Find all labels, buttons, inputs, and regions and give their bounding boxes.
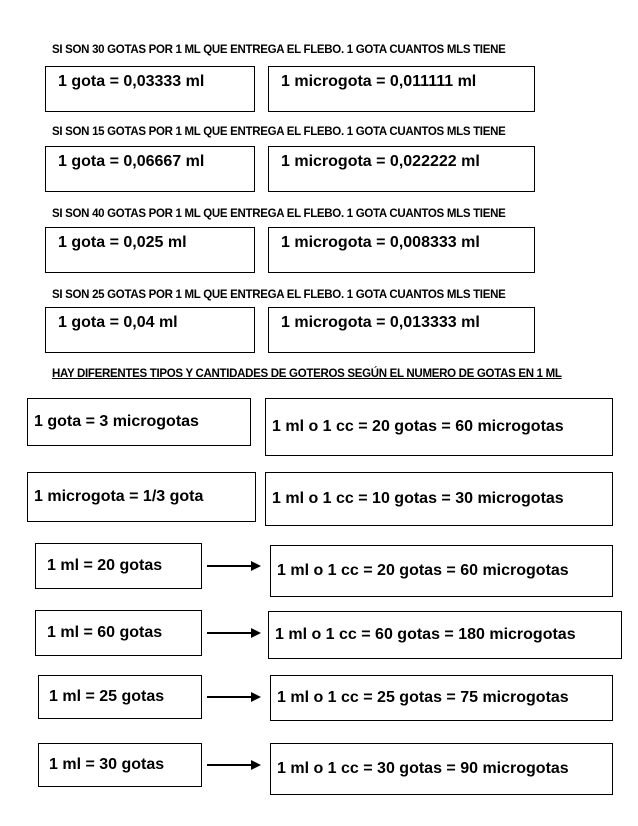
equivalence-2-left: 1 microgota = 1/3 gota (27, 472, 256, 522)
question-3-gota-answer: 1 gota = 0,025 ml (45, 227, 255, 273)
equivalence-1-right: 1 ml o 1 cc = 20 gotas = 60 microgotas (265, 398, 613, 456)
question-2-gota-answer: 1 gota = 0,06667 ml (45, 146, 255, 192)
conversion-3-right: 1 ml o 1 cc = 25 gotas = 75 microgotas (270, 675, 613, 721)
equivalence-2-right: 1 ml o 1 cc = 10 gotas = 30 microgotas (265, 472, 613, 526)
conversion-4-arrow-icon (207, 760, 261, 770)
question-1-gota-answer: 1 gota = 0,03333 ml (45, 66, 255, 112)
question-2-microgota-answer: 1 microgota = 0,022222 ml (268, 146, 535, 192)
conversion-1-arrow-icon (207, 561, 261, 571)
conversion-2-left: 1 ml = 60 gotas (35, 610, 202, 656)
question-2-text: SI SON 15 GOTAS POR 1 ML QUE ENTREGA EL FLEBO. 1 GOTA CUANTOS MLS TIENE (52, 126, 506, 138)
question-4-gota-answer: 1 gota = 0,04 ml (45, 307, 255, 353)
question-4-text: SI SON 25 GOTAS POR 1 ML QUE ENTREGA EL FLEBO. 1 GOTA CUANTOS MLS TIENE (52, 289, 506, 301)
conversion-4-left: 1 ml = 30 gotas (38, 743, 202, 787)
question-4-microgota-answer: 1 microgota = 0,013333 ml (268, 307, 535, 353)
conversion-2-right: 1 ml o 1 cc = 60 gotas = 180 microgotas (268, 611, 622, 659)
conversion-4-right: 1 ml o 1 cc = 30 gotas = 90 microgotas (270, 743, 613, 795)
conversion-2-arrow-icon (207, 628, 261, 638)
conversion-1-left: 1 ml = 20 gotas (35, 543, 202, 589)
conversion-1-right: 1 ml o 1 cc = 20 gotas = 60 microgotas (270, 545, 613, 597)
conversion-3-left: 1 ml = 25 gotas (38, 675, 202, 719)
equivalence-1-left: 1 gota = 3 microgotas (27, 398, 251, 446)
conversion-3-arrow-icon (207, 692, 261, 702)
question-3-microgota-answer: 1 microgota = 0,008333 ml (268, 227, 535, 273)
question-3-text: SI SON 40 GOTAS POR 1 ML QUE ENTREGA EL FLEBO. 1 GOTA CUANTOS MLS TIENE (52, 208, 506, 220)
question-1-microgota-answer: 1 microgota = 0,011111 ml (268, 66, 535, 112)
question-1-text: SI SON 30 GOTAS POR 1 ML QUE ENTREGA EL FLEBO. 1 GOTA CUANTOS MLS TIENE (52, 44, 506, 56)
goteros-heading: HAY DIFERENTES TIPOS Y CANTIDADES DE GOTEROS SEGÚN EL NUMERO DE GOTAS EN 1 ML (52, 368, 562, 380)
